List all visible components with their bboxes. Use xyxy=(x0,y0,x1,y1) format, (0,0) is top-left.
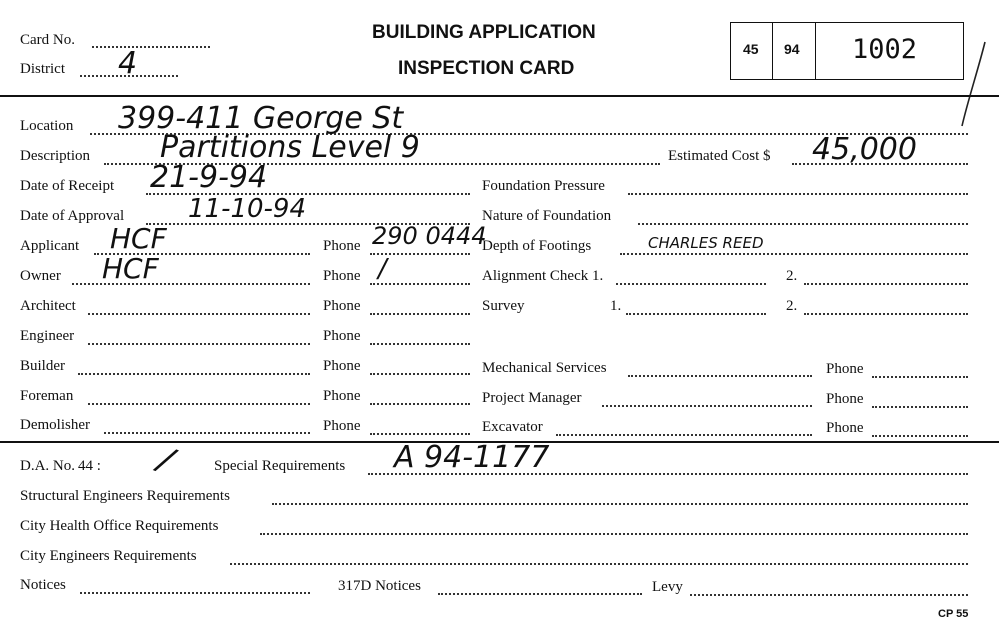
depth-footings-line[interactable] xyxy=(620,253,968,255)
notices-317d-line[interactable] xyxy=(438,593,642,595)
special-requirements-label: Special Requirements xyxy=(214,458,346,474)
date-approval-value: 11-10-94 xyxy=(188,194,307,224)
district-value: 4 xyxy=(118,46,138,81)
applicant-phone-label: Phone xyxy=(323,238,361,254)
owner-phone-value: / xyxy=(378,254,387,284)
location-label: Location xyxy=(20,118,74,134)
owner-label: Owner xyxy=(20,268,61,284)
card-no-line[interactable] xyxy=(92,46,210,48)
special-requirements-value: A 94-1177 xyxy=(394,440,550,475)
excavator-phone-label: Phone xyxy=(826,420,864,436)
structural-label: Structural Engineers Requirements xyxy=(20,488,230,504)
title-line-2: INSPECTION CARD xyxy=(398,58,575,79)
architect-phone-label: Phone xyxy=(323,298,361,314)
levy-line[interactable] xyxy=(690,594,968,596)
foreman-label: Foreman xyxy=(20,388,74,404)
applicant-phone-value: 290 0444 xyxy=(372,222,487,250)
engineer-phone-line[interactable] xyxy=(370,343,470,345)
da-no-value: 44 : xyxy=(78,458,101,474)
excavator-line[interactable] xyxy=(556,434,812,436)
mechanical-services-label: Mechanical Services xyxy=(482,360,607,376)
nature-foundation-line[interactable] xyxy=(638,223,968,225)
nature-foundation-label: Nature of Foundation xyxy=(482,208,612,224)
alignment-2-line[interactable] xyxy=(804,283,968,285)
form-code: CP 55 xyxy=(938,608,969,620)
demolisher-phone-line[interactable] xyxy=(370,433,470,435)
excavator-label: Excavator xyxy=(482,419,543,435)
project-manager-line[interactable] xyxy=(602,405,812,407)
excavator-phone-line[interactable] xyxy=(872,435,968,437)
demolisher-phone-label: Phone xyxy=(323,418,361,434)
box-divider-1 xyxy=(772,22,773,80)
foreman-phone-label: Phone xyxy=(323,388,361,404)
survey-2-label: 2. xyxy=(786,298,798,314)
notices-line[interactable] xyxy=(80,592,310,594)
builder-phone-label: Phone xyxy=(323,358,361,374)
engineer-phone-label: Phone xyxy=(323,328,361,344)
architect-phone-line[interactable] xyxy=(370,313,470,315)
builder-phone-line[interactable] xyxy=(370,373,470,375)
applicant-value: HCF xyxy=(110,222,167,255)
box-divider-2 xyxy=(815,22,816,80)
date-receipt-label: Date of Receipt xyxy=(20,178,115,194)
estimated-cost-label: Estimated Cost $ xyxy=(668,148,771,164)
architect-line[interactable] xyxy=(88,313,310,315)
survey-1-label: 1. xyxy=(610,298,622,314)
date-approval-label: Date of Approval xyxy=(20,208,125,224)
alignment-check-label: Alignment Check 1. xyxy=(482,268,604,284)
depth-footings-value: CHARLES REED xyxy=(648,234,764,252)
builder-line[interactable] xyxy=(78,373,310,375)
card-no-label: Card No. xyxy=(20,32,75,48)
box-cell-2: 94 xyxy=(784,41,800,57)
mechanical-phone-label: Phone xyxy=(826,361,864,377)
city-engineers-label: City Engineers Requirements xyxy=(20,548,197,564)
project-manager-phone-line[interactable] xyxy=(872,406,968,408)
title-line-1: BUILDING APPLICATION xyxy=(372,22,596,43)
da-mark: / xyxy=(152,439,179,481)
foreman-phone-line[interactable] xyxy=(370,403,470,405)
engineer-label: Engineer xyxy=(20,328,75,344)
survey-1-line[interactable] xyxy=(626,313,766,315)
health-office-label: City Health Office Requirements xyxy=(20,518,219,534)
builder-label: Builder xyxy=(20,358,65,374)
demolisher-line[interactable] xyxy=(104,432,310,434)
engineer-line[interactable] xyxy=(88,343,310,345)
structural-line[interactable] xyxy=(272,503,968,505)
location-value: 399-411 George St xyxy=(118,101,404,136)
notices-label: Notices xyxy=(20,577,66,593)
foundation-pressure-line[interactable] xyxy=(628,193,968,195)
mechanical-services-line[interactable] xyxy=(628,375,812,377)
project-manager-label: Project Manager xyxy=(482,390,582,406)
alignment-1-line[interactable] xyxy=(616,283,766,285)
foundation-pressure-label: Foundation Pressure xyxy=(482,178,605,194)
description-value: Partitions Level 9 xyxy=(160,130,420,165)
reference-box xyxy=(730,22,964,80)
survey-label: Survey xyxy=(482,298,525,314)
owner-value: HCF xyxy=(102,252,159,285)
da-no-label: D.A. No. xyxy=(20,458,75,474)
header-rule xyxy=(0,95,999,97)
applicant-label: Applicant xyxy=(20,238,80,254)
mechanical-phone-line[interactable] xyxy=(872,376,968,378)
city-engineers-line[interactable] xyxy=(230,563,968,565)
notices-317d-label: 317D Notices xyxy=(338,578,421,594)
health-office-line[interactable] xyxy=(260,533,968,535)
levy-label: Levy xyxy=(652,579,683,595)
project-manager-phone-label: Phone xyxy=(826,391,864,407)
estimated-cost-value: 45,000 xyxy=(812,132,917,167)
district-label: District xyxy=(20,61,65,77)
owner-phone-label: Phone xyxy=(323,268,361,284)
survey-2-line[interactable] xyxy=(804,313,968,315)
description-label: Description xyxy=(20,148,90,164)
depth-footings-label: Depth of Footings xyxy=(482,238,592,254)
foreman-line[interactable] xyxy=(88,403,310,405)
alignment-2-label: 2. xyxy=(786,268,798,284)
date-receipt-value: 21-9-94 xyxy=(150,160,268,195)
pencil-mark-icon xyxy=(950,40,990,130)
architect-label: Architect xyxy=(20,298,76,314)
demolisher-label: Demolisher xyxy=(20,417,90,433)
box-cell-1: 45 xyxy=(743,41,759,57)
box-number: 1002 xyxy=(852,34,918,65)
